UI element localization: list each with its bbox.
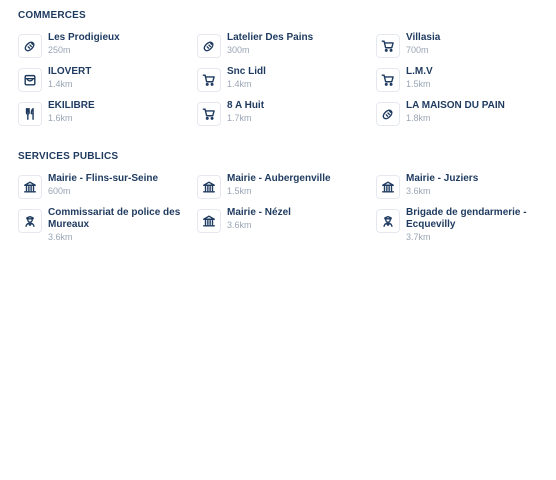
list-item	[18, 100, 197, 126]
townhall-icon	[376, 175, 400, 199]
list-item	[376, 32, 538, 58]
item-distance: 1.6km	[48, 113, 73, 123]
bread-icon	[18, 34, 42, 58]
commerces-grid	[18, 32, 538, 126]
services-grid	[18, 173, 538, 244]
shop-icon	[18, 68, 42, 92]
list-item	[376, 100, 538, 126]
list-item	[197, 66, 376, 92]
list-item	[197, 32, 376, 58]
item-name: Mairie - Juziers	[406, 173, 479, 184]
cart-icon	[197, 102, 221, 126]
townhall-icon	[197, 209, 221, 233]
bread-icon	[197, 34, 221, 58]
item-distance: 1.7km	[227, 113, 252, 123]
item-distance: 1.5km	[406, 79, 431, 89]
item-name: Brigade de gendarmerie - Ecquevilly	[406, 207, 527, 230]
list-item	[18, 207, 197, 244]
bread-icon	[376, 102, 400, 126]
cart-icon	[376, 34, 400, 58]
commerces-section	[18, 10, 538, 126]
item-name: ILOVERT	[48, 66, 92, 77]
item-name: Villasia	[406, 32, 441, 43]
item-distance: 300m	[227, 45, 250, 55]
item-distance: 700m	[406, 45, 429, 55]
police-icon	[376, 209, 400, 233]
item-distance: 600m	[48, 186, 71, 196]
police-icon	[18, 209, 42, 233]
item-name: Commissariat de police des Mureaux	[48, 207, 181, 230]
commerces-title: COMMERCES	[18, 10, 86, 21]
item-name: Mairie - Flins-sur-Seine	[48, 173, 159, 184]
list-item	[376, 66, 538, 92]
item-distance: 1.5km	[227, 186, 252, 196]
services-section	[18, 151, 538, 244]
list-item	[197, 100, 376, 126]
list-item	[376, 173, 538, 199]
item-distance: 1.8km	[406, 113, 431, 123]
item-distance: 3.6km	[48, 232, 73, 242]
townhall-icon	[197, 175, 221, 199]
townhall-icon	[18, 175, 42, 199]
item-distance: 3.7km	[406, 232, 431, 242]
list-item	[197, 207, 376, 244]
item-name: L.M.V	[406, 66, 433, 77]
item-name: Mairie - Nézel	[227, 207, 291, 218]
list-item	[197, 173, 376, 199]
item-name: 8 A Huit	[227, 100, 265, 111]
list-item	[18, 173, 197, 199]
item-name: Latelier Des Pains	[227, 32, 314, 43]
item-name: Les Prodigieux	[48, 32, 120, 43]
item-distance: 1.4km	[48, 79, 73, 89]
item-name: LA MAISON DU PAIN	[406, 100, 505, 111]
item-name: Mairie - Aubergenville	[227, 173, 331, 184]
item-name: Snc Lidl	[227, 66, 266, 77]
item-distance: 250m	[48, 45, 71, 55]
item-distance: 1.4km	[227, 79, 252, 89]
services-title: SERVICES PUBLICS	[18, 151, 119, 162]
item-distance: 3.6km	[227, 220, 252, 230]
restaurant-icon	[18, 102, 42, 126]
list-item	[18, 66, 197, 92]
list-item	[18, 32, 197, 58]
cart-icon	[197, 68, 221, 92]
item-distance: 3.6km	[406, 186, 431, 196]
list-item	[376, 207, 538, 244]
item-name: EKILIBRE	[48, 100, 95, 111]
cart-icon	[376, 68, 400, 92]
